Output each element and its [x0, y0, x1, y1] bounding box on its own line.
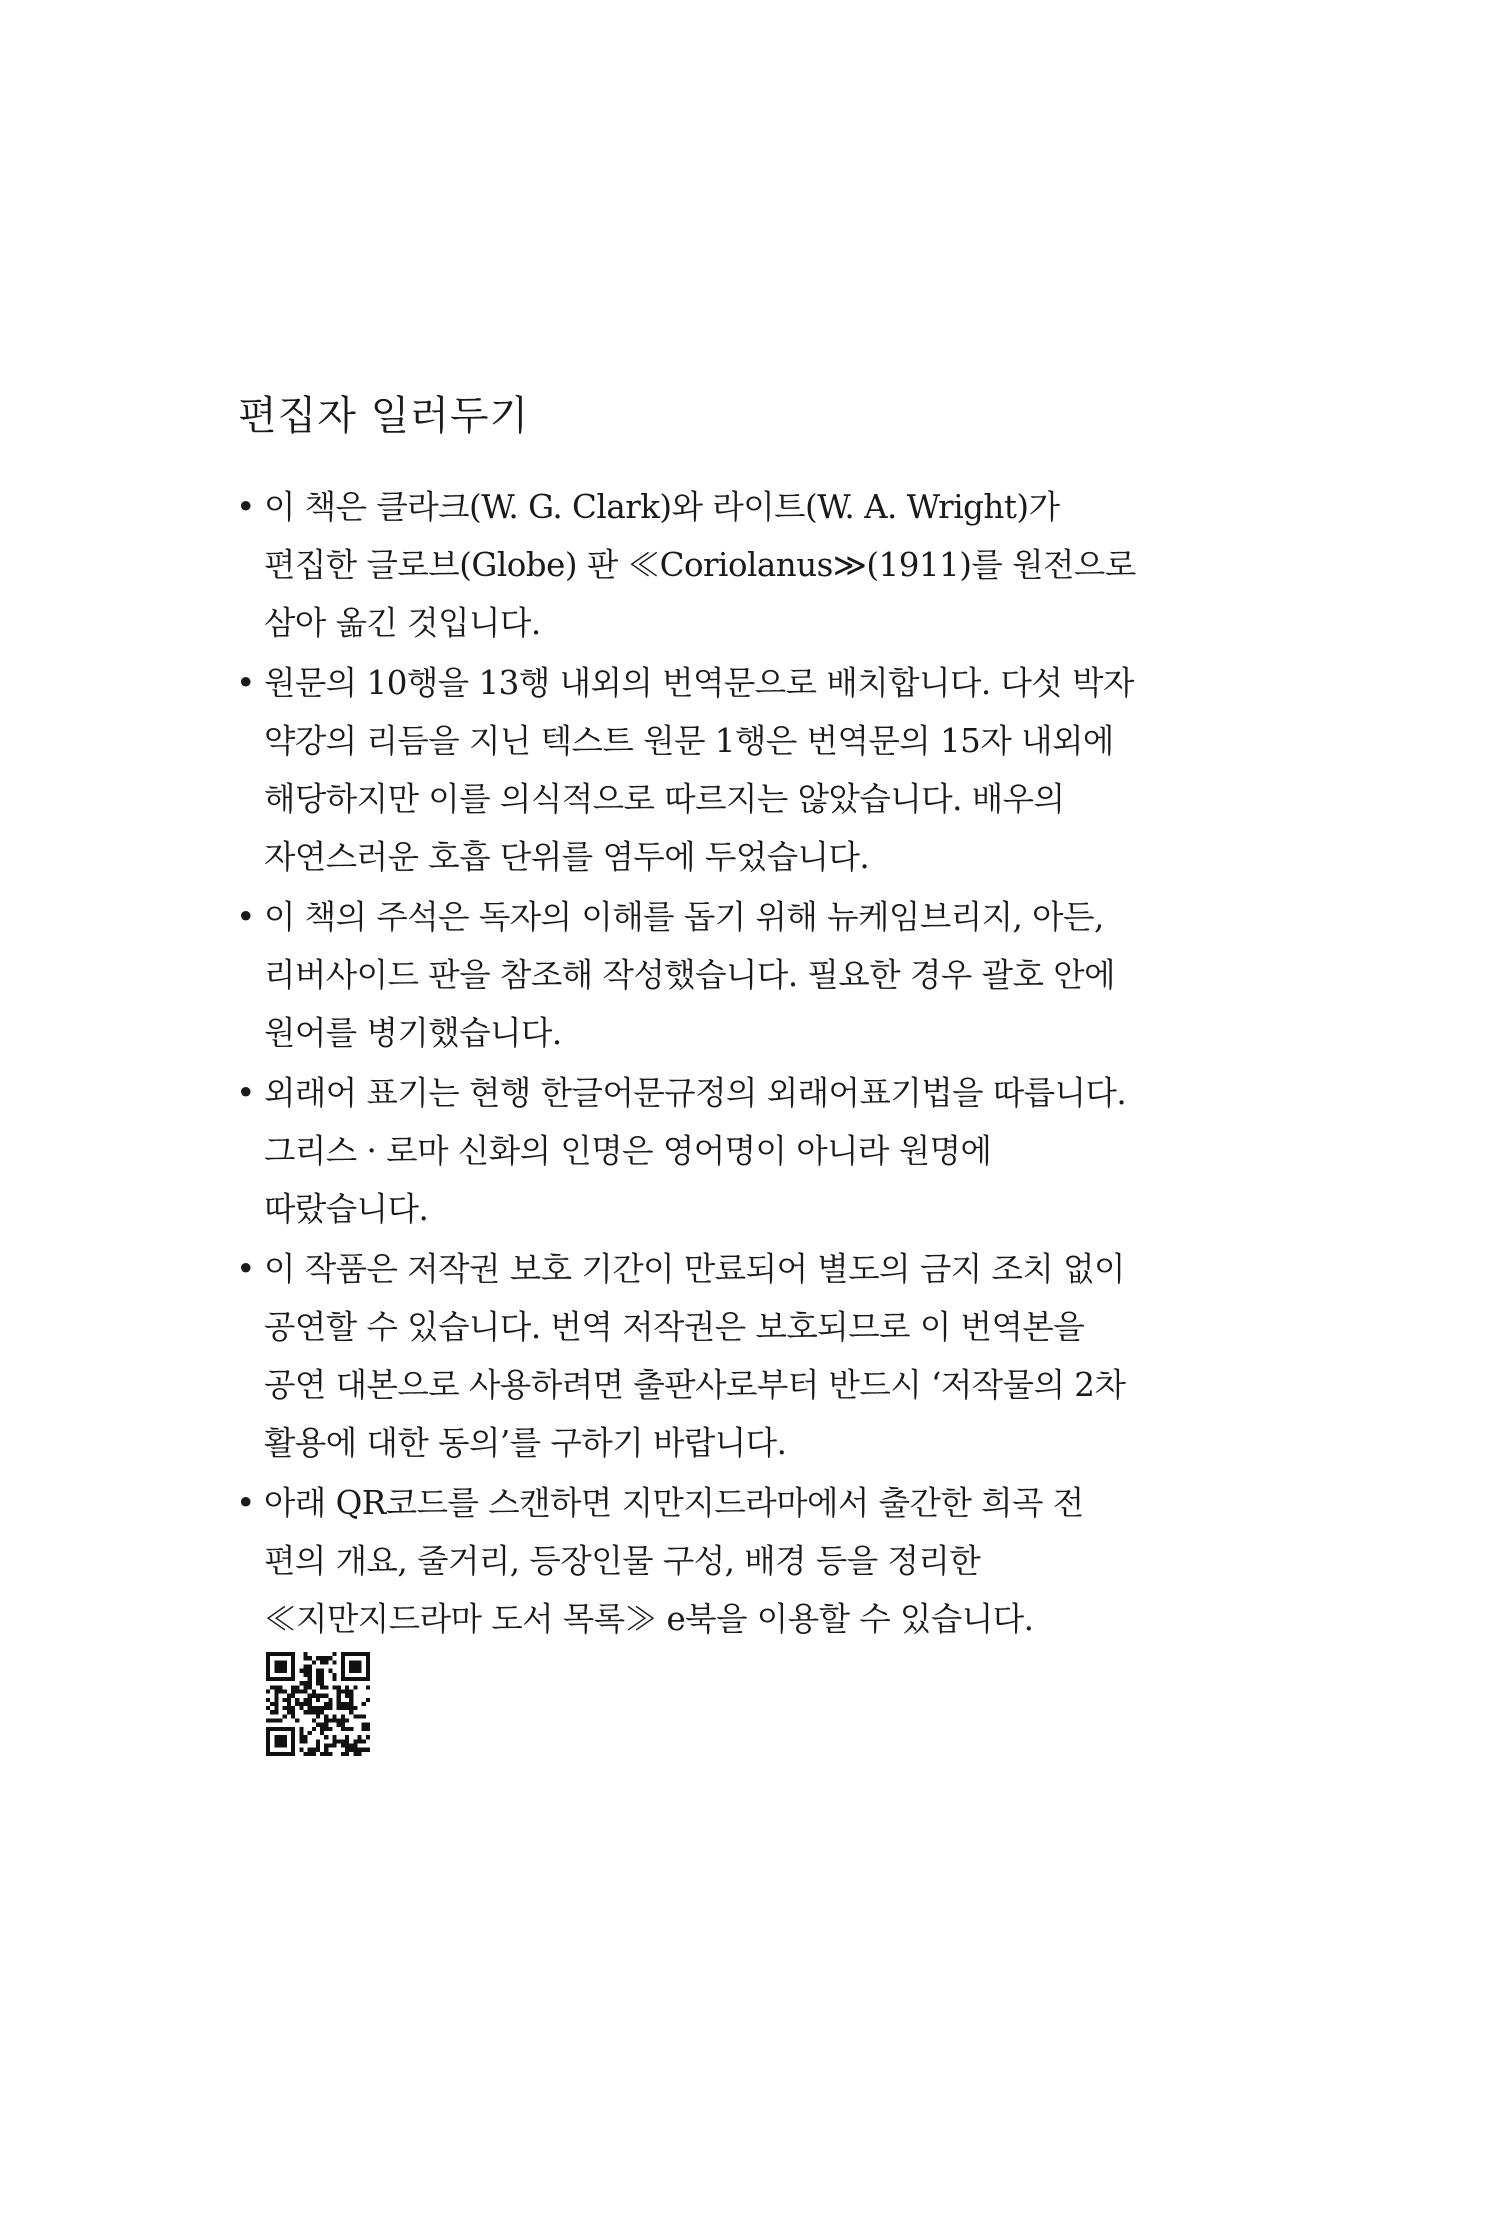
note-item: [232, 478, 1282, 652]
note-line: 외래어 표기는 현행 한글어문규정의 외래어표기법을 따릅니다.: [264, 1074, 1127, 1112]
note-line: 해당하지만 이를 의식적으로 따르지는 않았습니다. 배우의: [264, 780, 1065, 818]
note-line: 원어를 병기했습니다.: [264, 1014, 562, 1052]
bullet-icon: •: [236, 663, 256, 702]
note-item: [232, 1240, 1282, 1472]
note-item: [232, 1474, 1282, 1648]
note-line: 삼아 옮긴 것입니다.: [264, 604, 541, 642]
bullet-icon: •: [236, 897, 256, 936]
note-line: 공연 대본으로 사용하려면 출판사로부터 반드시 ‘저작물의 2차: [264, 1366, 1126, 1404]
bullet-icon: •: [236, 1483, 256, 1522]
note-line: 편의 개요, 줄거리, 등장인물 구성, 배경 등을 정리한: [264, 1542, 981, 1580]
bullet-icon: •: [236, 487, 256, 526]
bullet-icon: •: [236, 1073, 256, 1112]
note-line: 공연할 수 있습니다. 번역 저작권은 보호되므로 이 번역본을: [264, 1308, 1085, 1346]
qr-code-icon[interactable]: [266, 1652, 370, 1756]
note-line: 이 책은 클라크(W. G. Clark)와 라이트(W. A. Wright)가: [264, 488, 1060, 526]
note-item: [232, 654, 1282, 886]
note-line: 이 책의 주석은 독자의 이해를 돕기 위해 뉴케임브리지, 아든,: [264, 898, 1104, 936]
bullet-icon: •: [236, 1249, 256, 1288]
note-line: 이 작품은 저작권 보호 기간이 만료되어 별도의 금지 조치 없이: [264, 1250, 1125, 1288]
note-line: 그리스 · 로마 신화의 인명은 영어명이 아니라 원명에: [264, 1132, 992, 1170]
note-line: 원문의 10행을 13행 내외의 번역문으로 배치합니다. 다섯 박자: [264, 664, 1134, 702]
notes-list: [232, 478, 1282, 1650]
note-line: ≪지만지드라마 도서 목록≫ e북을 이용할 수 있습니다.: [264, 1600, 1034, 1638]
note-line: 자연스러운 호흡 단위를 염두에 두었습니다.: [264, 838, 870, 876]
note-line: 편집한 글로브(Globe) 판 ≪Coriolanus≫(1911)를 원전으로: [264, 546, 1136, 584]
note-line: 활용에 대한 동의’를 구하기 바랍니다.: [264, 1424, 787, 1462]
note-item: [232, 1064, 1282, 1238]
note-item: [232, 888, 1282, 1062]
notes-title: 편집자 일러두기: [238, 393, 530, 439]
note-line: 리버사이드 판을 참조해 작성했습니다. 필요한 경우 괄호 안에: [264, 956, 1116, 994]
note-line: 아래 QR코드를 스캔하면 지만지드라마에서 출간한 희곡 전: [264, 1484, 1084, 1522]
note-line: 따랐습니다.: [264, 1190, 429, 1228]
note-line: 약강의 리듬을 지닌 텍스트 원문 1행은 번역문의 15자 내외에: [264, 722, 1114, 760]
